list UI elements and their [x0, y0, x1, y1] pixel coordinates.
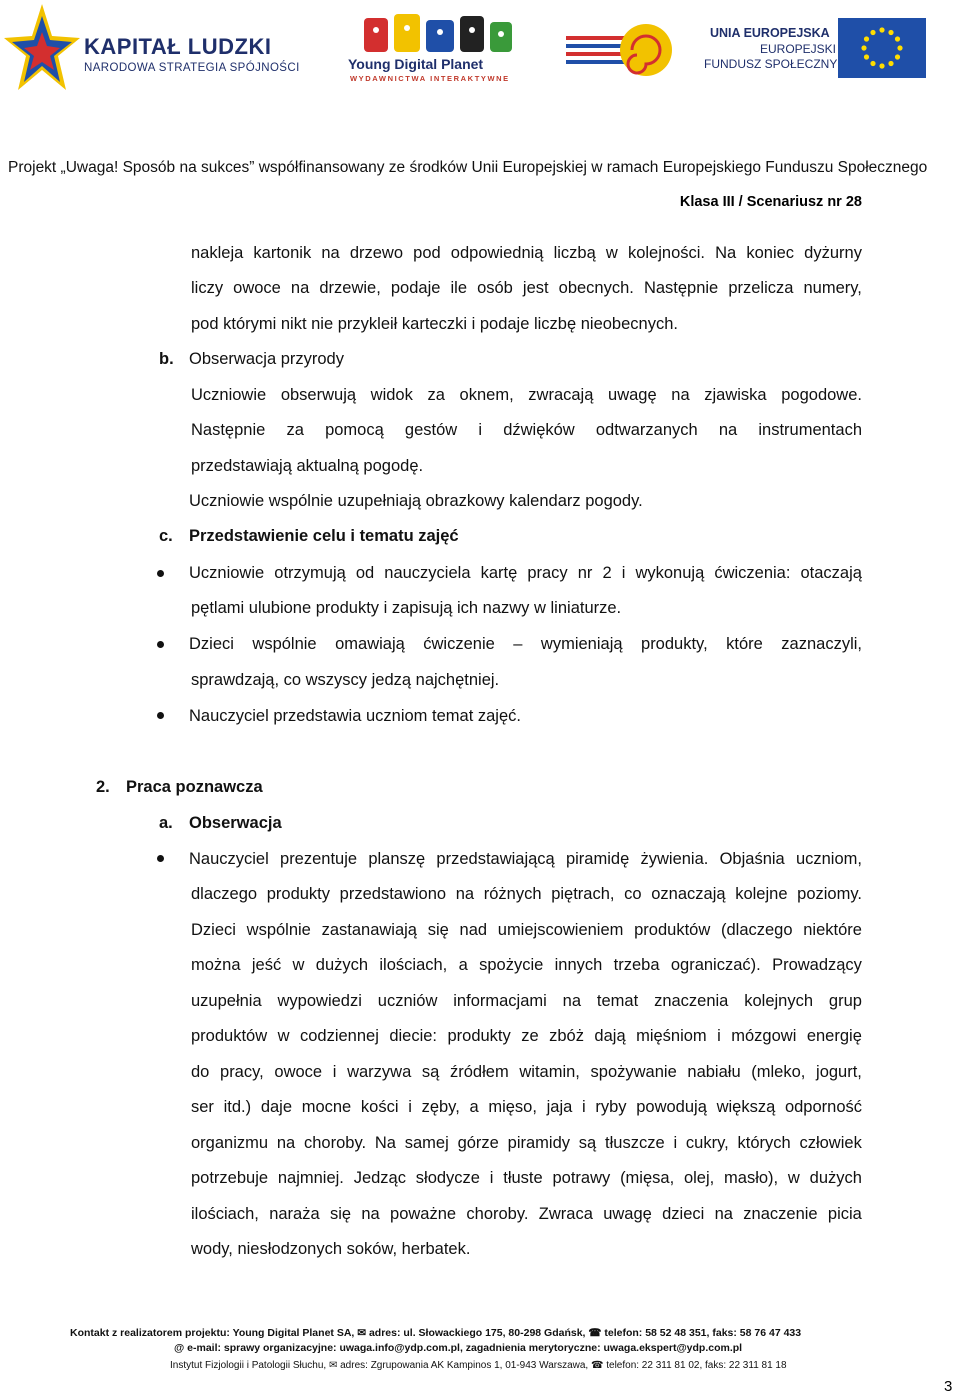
list-item-line: [191, 991, 862, 1011]
word: produkty: [447, 1027, 511, 1045]
word: przedstawiającą: [436, 850, 555, 868]
bullet-icon: [157, 641, 164, 648]
kapital-ludzki-subtitle: NARODOWA STRATEGIA SPÓJNOŚCI: [84, 62, 300, 74]
word: produkty,: [641, 635, 708, 653]
word: nad: [459, 921, 488, 939]
word: dlaczego: [191, 885, 258, 903]
word: zjawiska: [704, 386, 767, 404]
word: dają: [594, 1027, 626, 1045]
word: mięśniom: [636, 1027, 707, 1045]
word: produkty: [266, 885, 331, 903]
word: w: [277, 1027, 290, 1045]
page-number: 3: [944, 1378, 953, 1395]
paragraph-line: pod którymi nikt nie przykleił karteczki i podaje liczbę nieobecnych.: [191, 315, 678, 333]
word: co: [624, 885, 642, 903]
word: w: [605, 244, 618, 262]
word: omawiają: [335, 635, 405, 653]
word: i: [673, 1134, 678, 1152]
word: przedstawiono: [339, 885, 447, 903]
word: mózgowi: [731, 1027, 797, 1045]
word: przelicza: [728, 279, 794, 297]
word: poważne: [390, 1205, 457, 1223]
word: produktów: [634, 921, 711, 939]
word: się: [427, 921, 449, 939]
word: za: [427, 386, 445, 404]
word: wymieniają: [540, 635, 623, 653]
word: zęby,: [421, 1098, 460, 1116]
word: poziomy.: [797, 885, 862, 903]
word: obserwują: [280, 386, 357, 404]
word: cukry,: [685, 1134, 729, 1152]
bullet-icon: [157, 712, 164, 719]
word: odporność: [784, 1098, 862, 1116]
word: pracy: [527, 564, 568, 582]
word: do: [191, 1063, 210, 1081]
word: żywienia.: [640, 850, 709, 868]
word: numery,: [803, 279, 862, 297]
word: ze: [521, 1027, 539, 1045]
project-line: Projekt „Uwaga! Sposób na sukces” współfinansowany ze środków Unii Europejskiej w ramach Europejskiego Funduszu Społecznego: [8, 159, 928, 176]
word: dzieci: [662, 1205, 705, 1223]
word: odtwarzanych: [595, 421, 698, 439]
word: Dzieci: [191, 921, 236, 939]
word: masło),: [724, 1169, 779, 1187]
word: w: [787, 1169, 800, 1187]
ydp-subtitle: WYDAWNICTWA INTERAKTYWNE: [350, 74, 510, 83]
word: kartonik: [253, 244, 312, 262]
kapital-ludzki-title: KAPITAŁ LUDZKI: [84, 34, 272, 59]
word: powodują: [636, 1098, 707, 1116]
word: piramidę: [565, 850, 630, 868]
word: energię: [806, 1027, 862, 1045]
word: odpowiednią: [450, 244, 544, 262]
word: Uczniowie: [189, 564, 265, 582]
word: ser: [191, 1098, 214, 1116]
word: spożycie: [479, 956, 544, 974]
word: na: [290, 279, 310, 297]
word: na: [562, 992, 582, 1010]
word: ryby: [595, 1098, 627, 1116]
word: –: [513, 635, 523, 653]
word: pomocą: [325, 421, 384, 439]
word: nauczyciela: [384, 564, 471, 582]
word: najmniej.: [277, 1169, 344, 1187]
word: dźwięków: [503, 421, 575, 439]
section-marker: a.: [159, 814, 173, 832]
ydp-logo: [360, 10, 520, 56]
word: piętrach,: [551, 885, 615, 903]
list-item-line: [191, 1133, 862, 1153]
word: Dzieci: [189, 635, 234, 653]
word: jogurt,: [816, 1063, 862, 1081]
word: grup: [828, 992, 862, 1010]
word: organizmu: [191, 1134, 269, 1152]
word: zbóż: [549, 1027, 584, 1045]
word: mocne: [301, 1098, 352, 1116]
word: większą: [716, 1098, 776, 1116]
list-item-line: Nauczyciel przedstawia uczniom temat zajęć.: [189, 707, 521, 725]
class-scenario-label: Klasa III / Scenariusz nr 28: [679, 194, 862, 210]
word: potrzebuje: [191, 1169, 269, 1187]
word: których: [737, 1134, 791, 1152]
paragraph-line: przedstawiają aktualną pogodę.: [191, 457, 424, 475]
word: podaje: [390, 279, 441, 297]
list-item-line: [191, 1168, 862, 1188]
word: oknem,: [459, 386, 514, 404]
word: Na: [715, 244, 737, 262]
word: słodycze: [415, 1169, 480, 1187]
word: innych: [554, 956, 603, 974]
word: i: [332, 1063, 337, 1081]
word: a: [469, 1098, 479, 1116]
bullet-icon: [157, 855, 164, 862]
list-item-line: wody, niesłodzonych soków, herbatek.: [191, 1240, 471, 1258]
word: uczniów: [377, 992, 438, 1010]
word: choroby.: [304, 1134, 367, 1152]
word: są: [578, 1134, 597, 1152]
list-item-line: sprawdzają, co wszyscy jedzą najchętniej.: [191, 671, 500, 689]
word: i: [621, 564, 626, 582]
word: gestów: [404, 421, 458, 439]
section-heading: Obserwacja przyrody: [189, 350, 344, 368]
word: ile: [450, 279, 467, 297]
word: (dlaczego: [720, 921, 793, 939]
list-item-line: [191, 1204, 862, 1224]
footer-email-line: @ e-mail: sprawy organizacyjne: uwaga.info@ydp.com.pl, zagadnienia merytoryczne: uwaga.ekspert@ydp.com.pl: [174, 1342, 743, 1354]
word: zastanawiają: [321, 921, 417, 939]
word: jeść: [251, 956, 282, 974]
word: kartę: [480, 564, 518, 582]
word: nakleja: [191, 244, 244, 262]
list-item-line: [189, 849, 862, 869]
word: uwagę: [603, 1205, 652, 1223]
word: na: [714, 1205, 733, 1223]
word: kolejne: [735, 885, 788, 903]
ydp-mascots-icon: [360, 10, 520, 56]
bullet-icon: [157, 570, 164, 577]
word: potrawy: [552, 1169, 611, 1187]
word: daje: [260, 1098, 293, 1116]
word: pogodowe.: [781, 386, 862, 404]
word: ilościach,: [379, 956, 448, 974]
paragraph-line: [191, 243, 862, 263]
word: i: [478, 421, 483, 439]
word: diecie:: [389, 1027, 438, 1045]
word: nr: [577, 564, 593, 582]
word: Objaśnia: [719, 850, 785, 868]
word: ilościach,: [191, 1205, 259, 1223]
word: od: [355, 564, 375, 582]
word: w: [292, 956, 305, 974]
word: kolejnych: [744, 992, 814, 1010]
word: i: [582, 1098, 586, 1116]
word: które: [726, 635, 763, 653]
word: jest: [522, 279, 549, 297]
word: wypowiedzi: [277, 992, 362, 1010]
word: umiejscowieniem: [497, 921, 624, 939]
list-item-line: [191, 1062, 862, 1082]
word: Na: [374, 1134, 396, 1152]
word: zwracają: [528, 386, 594, 404]
word: informacjami: [453, 992, 547, 1010]
word: uczniom,: [795, 850, 862, 868]
word: i: [489, 1169, 494, 1187]
ue-line-1: UNIA EUROPEJSKA: [710, 26, 830, 40]
word: za: [286, 421, 304, 439]
word: wykonują: [635, 564, 705, 582]
word: tłuszcze: [605, 1134, 665, 1152]
paragraph-line: [191, 385, 862, 405]
word: spożywanie: [590, 1063, 677, 1081]
word: codziennej: [299, 1027, 379, 1045]
word: Prowadzący: [772, 956, 862, 974]
word: kości: [360, 1098, 399, 1116]
word: trzeba: [613, 956, 660, 974]
word: znaczenia: [654, 992, 729, 1010]
section-heading: Obserwacja: [189, 814, 282, 832]
section-heading: Przedstawienie celu i tematu zajęć: [189, 527, 459, 545]
word: witamin,: [519, 1063, 580, 1081]
word: różnych: [483, 885, 542, 903]
word: temat: [596, 992, 639, 1010]
word: tłuste: [503, 1169, 543, 1187]
word: źródłem: [450, 1063, 509, 1081]
footer-contact-line: Kontakt z realizatorem projektu: Young Digital Planet SA, ✉ adres: ul. Słowackiego 175, 80-298 Gdańsk, ☎ telefon: 58 52 48 351, faks: 58 76 47 433: [70, 1327, 802, 1339]
word: olej,: [683, 1169, 715, 1187]
word: obecnych.: [558, 279, 634, 297]
word: produktów: [191, 1027, 268, 1045]
word: uwagę: [608, 386, 657, 404]
word: prezentuje: [280, 850, 358, 868]
word: wspólnie: [252, 635, 317, 653]
section-marker: 2.: [96, 778, 110, 796]
footer-institute-line: Instytut Fizjologii i Patologii Słuchu, ✉ adres: Zgrupowania AK Kampinos 1, 01-943 Warszawa, ☎ telefon: 22 311 81 02, faks: 22 311 81 18: [170, 1360, 787, 1371]
word: się: [329, 1205, 352, 1223]
word: znaczenie: [743, 1205, 818, 1223]
word: na: [671, 386, 690, 404]
list-item-line: [189, 634, 862, 654]
section-heading: Praca poznawcza: [126, 778, 263, 796]
uwaga-logo: [566, 18, 674, 84]
word: warzywa: [347, 1063, 412, 1081]
list-item-line: [191, 1026, 862, 1046]
word: otrzymują: [274, 564, 346, 582]
word: piramidy: [507, 1134, 570, 1152]
word: dużych: [809, 1169, 862, 1187]
word: Następnie: [643, 279, 719, 297]
word: górze: [457, 1134, 499, 1152]
word: pracy,: [220, 1063, 264, 1081]
eu-flag-icon: [838, 18, 926, 78]
list-item-line: [189, 563, 862, 583]
word: drzewie,: [319, 279, 381, 297]
word: owoce: [274, 1063, 323, 1081]
ue-line-3: FUNDUSZ SPOŁECZNY: [704, 57, 838, 71]
word: owoce: [233, 279, 281, 297]
word: jaja: [546, 1098, 573, 1116]
word: koniec: [746, 244, 795, 262]
word: można: [191, 956, 241, 974]
word: na: [455, 885, 475, 903]
word: planszę: [368, 850, 426, 868]
word: Jedząc: [353, 1169, 406, 1187]
word: są: [421, 1063, 440, 1081]
word: uzupełnia: [191, 992, 262, 1010]
paragraph-line: [191, 420, 862, 440]
word: liczbą: [553, 244, 596, 262]
section-marker: c.: [159, 527, 173, 545]
word: 2: [602, 564, 612, 582]
word: kolejności.: [627, 244, 705, 262]
word: i: [408, 1098, 412, 1116]
word: (mleko,: [751, 1063, 806, 1081]
word: na: [718, 421, 738, 439]
word: oznaczają: [651, 885, 726, 903]
paragraph-line: [191, 278, 862, 298]
list-item-line: pętlami ulubione produkty i zapisują ich nazwy w liniaturze.: [191, 599, 622, 617]
word: ćwiczenie: [423, 635, 495, 653]
ydp-title: Young Digital Planet: [348, 56, 484, 72]
word: (mięsa,: [620, 1169, 675, 1187]
word: na: [321, 244, 340, 262]
word: samej: [404, 1134, 449, 1152]
word: dużych: [315, 956, 369, 974]
word: Następnie: [191, 421, 266, 439]
word: i: [717, 1027, 721, 1045]
uwaga-swirl-icon: [566, 18, 674, 84]
ue-line-2: EUROPEJSKI: [760, 42, 837, 56]
word: Uczniowie: [191, 386, 267, 404]
section-marker: b.: [159, 350, 174, 368]
word: na: [276, 1134, 296, 1152]
list-item-line: [191, 1097, 862, 1117]
kapital-ludzki-star-icon: [2, 2, 80, 96]
word: osób: [477, 279, 513, 297]
word: zaznaczyli,: [781, 635, 862, 653]
word: ograniczać).: [670, 956, 761, 974]
word: naraża: [269, 1205, 320, 1223]
word: drzewo: [349, 244, 404, 262]
word: wspólnie: [246, 921, 311, 939]
list-item-line: [191, 884, 862, 904]
paragraph-line: Uczniowie wspólnie uzupełniają obrazkowy kalendarz pogody.: [189, 492, 643, 510]
word: Nauczyciel: [189, 850, 269, 868]
list-item-line: [191, 920, 862, 940]
word: pod: [413, 244, 441, 262]
word: nabiału: [687, 1063, 741, 1081]
word: itd.): [223, 1098, 252, 1116]
word: człowiek: [799, 1134, 862, 1152]
list-item-line: [191, 955, 862, 975]
word: instrumentach: [758, 421, 862, 439]
word: Zwraca: [538, 1205, 593, 1223]
word: ćwiczenia:: [714, 564, 791, 582]
word: widok: [370, 386, 413, 404]
word: choroby.: [466, 1205, 529, 1223]
word: mięso,: [488, 1098, 537, 1116]
word: liczy: [191, 279, 224, 297]
word: otaczają: [800, 564, 862, 582]
word: na: [361, 1205, 380, 1223]
word: a: [458, 956, 468, 974]
word: niektóre: [803, 921, 862, 939]
word: picia: [827, 1205, 862, 1223]
word: dyżurny: [804, 244, 862, 262]
